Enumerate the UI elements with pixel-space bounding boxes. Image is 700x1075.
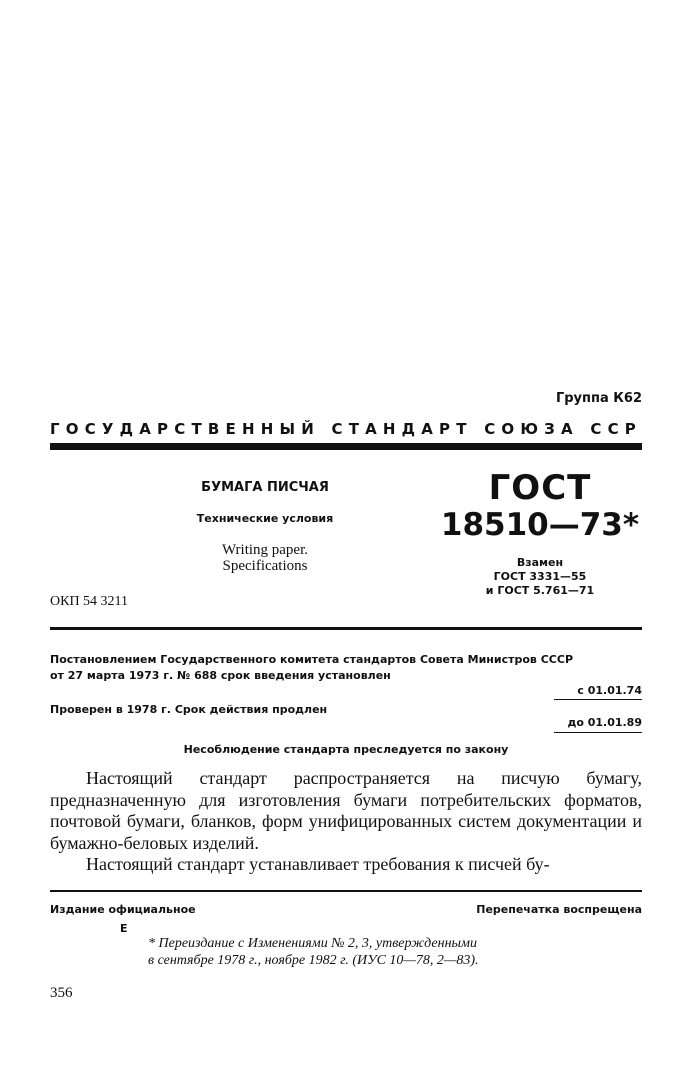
reprint-prohibited-label: Перепечатка воспрещена <box>476 903 642 916</box>
body-paragraph-2: Настоящий стандарт устанавливает требования к писчей бу- <box>86 854 550 874</box>
page-number: 356 <box>50 985 73 1001</box>
footer-divider <box>50 890 642 892</box>
replaces-label: Взамен <box>516 556 564 569</box>
official-edition-label: Издание официальное <box>50 903 196 916</box>
state-standard-heading <box>50 420 642 438</box>
replaces-block <box>440 556 640 598</box>
state-standard-word-1: ГОСУДАРСТВЕННЫЙ <box>50 420 320 438</box>
document-title: БУМАГА ПИСЧАЯ <box>201 480 329 495</box>
state-standard-word-3: СОЮЗА <box>484 420 579 438</box>
header-thick-rule <box>50 443 642 450</box>
extended-date: до 01.01.89 <box>567 716 642 729</box>
replaces-standard-2: и ГОСТ 5.761—71 <box>485 584 595 597</box>
law-notice: Несоблюдение стандарта преследуется по закону <box>183 743 509 756</box>
reissue-footnote <box>148 935 478 969</box>
gost-number: 18510—73* <box>440 507 640 543</box>
replaces-standard-1: ГОСТ 3331—55 <box>493 570 587 583</box>
resolution-text <box>50 652 642 684</box>
body-text <box>50 768 642 876</box>
section-divider-top <box>50 627 642 630</box>
okp-code: ОКП 54 3211 <box>50 594 129 609</box>
effective-date: с 01.01.74 <box>577 684 642 697</box>
resolution-line-1: Постановлением Государственного комитета стандартов Совета Министров СССР <box>50 653 573 666</box>
footnote-line-2: в сентябре 1978 г., ноябре 1982 г. (ИУС 10—78, 2—83). <box>148 953 479 968</box>
english-title-line-2: Specifications <box>222 558 308 574</box>
edition-letter: Е <box>120 922 128 935</box>
english-title-line-1: Writing paper. <box>221 542 309 558</box>
review-notice: Проверен в 1978 г. Срок действия продлен <box>50 703 328 716</box>
gost-label: ГОСТ <box>488 468 592 508</box>
footnote-line-1: * Переиздание с Изменениями № 2, 3, утвержденными <box>148 936 477 951</box>
group-code: Группа К62 <box>555 391 642 406</box>
body-paragraph-1: Настоящий стандарт распространяется на писчую бумагу, предназначенную для изготовления бумаги потребительских форматов, почтовой бумаги, бланков, форм унифицированных систем документации и бумажно-беловых изделий. <box>50 768 642 853</box>
state-standard-word-4: ССР <box>590 420 642 438</box>
document-subtitle: Технические условия <box>196 512 334 525</box>
extended-date-rule <box>554 732 642 733</box>
state-standard-word-2: СТАНДАРТ <box>331 420 473 438</box>
english-title <box>150 542 380 574</box>
effective-date-rule <box>554 699 642 700</box>
resolution-line-2: от 27 марта 1973 г. № 688 срок введения установлен <box>50 669 391 682</box>
